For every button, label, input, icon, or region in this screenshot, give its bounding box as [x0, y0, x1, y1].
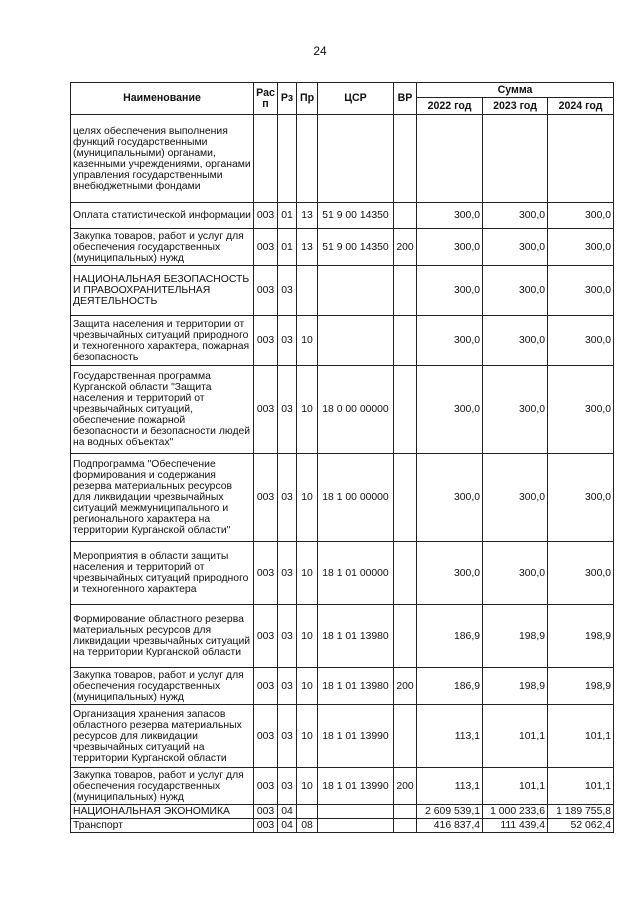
row-csr: 51 9 00 14350 [318, 203, 394, 229]
row-csr: 18 1 01 13990 [318, 768, 394, 805]
row-2022: 113,1 [417, 768, 483, 805]
row-pr: 10 [297, 668, 318, 705]
row-rz: 04 [278, 805, 297, 819]
row-name: Формирование областного резерва материальных ресурсов для ликвидации чрезвычайных ситуаций на территории Курганской области [71, 605, 254, 668]
row-2023: 198,9 [483, 605, 548, 668]
row-name: НАЦИОНАЛЬНАЯ БЕЗОПАСНОСТЬ И ПРАВООХРАНИТЕЛЬНАЯ ДЕЯТЕЛЬНОСТЬ [71, 266, 254, 316]
row-2023: 300,0 [483, 229, 548, 266]
header-rz: Рз [278, 83, 297, 115]
row-pr: 13 [297, 203, 318, 229]
row-2022: 113,1 [417, 705, 483, 768]
table-row [71, 266, 614, 316]
row-pr: 10 [297, 768, 318, 805]
row-name: Закупка товаров, работ и услуг для обеспечения государственных (муниципальных) нужд [71, 768, 254, 805]
row-2024: 300,0 [548, 316, 614, 366]
row-ras: 003 [254, 819, 278, 833]
row-csr: 18 1 00 00000 [318, 454, 394, 542]
row-rz: 03 [278, 705, 297, 768]
table-row [71, 605, 614, 668]
table-row [71, 542, 614, 605]
row-name: Государственная программа Курганской области "Защита населения и территорий от чрезвычайных ситуаций, обеспечение пожарной безопасности и безопасности людей на водных объектах" [71, 366, 254, 454]
row-name: НАЦИОНАЛЬНАЯ ЭКОНОМИКА [71, 805, 254, 819]
row-vr: 200 [394, 768, 417, 805]
row-2024: 101,1 [548, 705, 614, 768]
row-pr: 10 [297, 366, 318, 454]
row-rz: 03 [278, 266, 297, 316]
row-csr: 18 1 01 00000 [318, 542, 394, 605]
row-rz: 03 [278, 668, 297, 705]
row-ras: 003 [254, 542, 278, 605]
row-ras [254, 115, 278, 203]
row-2023: 198,9 [483, 668, 548, 705]
row-vr [394, 705, 417, 768]
row-vr [394, 316, 417, 366]
row-ras: 003 [254, 203, 278, 229]
row-name: Закупка товаров, работ и услуг для обеспечения государственных (муниципальных) нужд [71, 668, 254, 705]
page-number: 24 [313, 44, 327, 58]
budget-table [70, 82, 614, 833]
row-pr: 10 [297, 542, 318, 605]
row-pr: 10 [297, 705, 318, 768]
row-pr: 10 [297, 605, 318, 668]
row-pr [297, 266, 318, 316]
row-pr: 08 [297, 819, 318, 833]
row-vr: 200 [394, 668, 417, 705]
header-name: Наименование [71, 83, 254, 115]
row-ras: 003 [254, 805, 278, 819]
row-2023: 300,0 [483, 366, 548, 454]
row-rz: 01 [278, 203, 297, 229]
row-2023: 300,0 [483, 203, 548, 229]
row-pr: 10 [297, 316, 318, 366]
row-csr: 18 1 01 13990 [318, 705, 394, 768]
table-row [71, 668, 614, 705]
row-csr [318, 805, 394, 819]
table-row [71, 229, 614, 266]
row-2024: 52 062,4 [548, 819, 614, 833]
row-pr: 13 [297, 229, 318, 266]
row-rz: 03 [278, 768, 297, 805]
header-2023: 2023 год [483, 98, 548, 115]
row-ras: 003 [254, 668, 278, 705]
row-vr: 200 [394, 229, 417, 266]
row-2023: 101,1 [483, 705, 548, 768]
row-pr [297, 115, 318, 203]
row-2024: 198,9 [548, 668, 614, 705]
row-csr [318, 115, 394, 203]
row-name: Оплата статистической информации [71, 203, 254, 229]
row-2024 [548, 115, 614, 203]
row-rz: 01 [278, 229, 297, 266]
row-2022 [417, 115, 483, 203]
row-2023: 101,1 [483, 768, 548, 805]
row-ras: 003 [254, 768, 278, 805]
row-2022: 300,0 [417, 203, 483, 229]
row-vr [394, 819, 417, 833]
row-2022: 2 609 539,1 [417, 805, 483, 819]
row-ras: 003 [254, 366, 278, 454]
row-rz: 03 [278, 542, 297, 605]
row-name: Мероприятия в области защиты населения и территорий от чрезвычайных ситуаций природного и техногенного характера [71, 542, 254, 605]
row-2022: 300,0 [417, 366, 483, 454]
row-2024: 198,9 [548, 605, 614, 668]
row-2022: 416 837,4 [417, 819, 483, 833]
row-2024: 300,0 [548, 266, 614, 316]
row-name: Подпрограмма "Обеспечение формирования и содержания резерва материальных ресурсов для ликвидации чрезвычайных ситуаций межмуниципального и регионального характера на территории Курганской области" [71, 454, 254, 542]
row-vr [394, 366, 417, 454]
row-2024: 300,0 [548, 542, 614, 605]
row-csr: 18 0 00 00000 [318, 366, 394, 454]
row-2022: 186,9 [417, 668, 483, 705]
row-ras: 003 [254, 266, 278, 316]
header-2022: 2022 год [417, 98, 483, 115]
row-2024: 1 189 755,8 [548, 805, 614, 819]
row-csr [318, 316, 394, 366]
row-csr [318, 266, 394, 316]
row-2024: 300,0 [548, 454, 614, 542]
row-2022: 186,9 [417, 605, 483, 668]
header-pr: Пр [297, 83, 318, 115]
row-vr [394, 454, 417, 542]
row-rz: 03 [278, 605, 297, 668]
row-vr [394, 805, 417, 819]
row-2024: 300,0 [548, 203, 614, 229]
row-2023: 300,0 [483, 266, 548, 316]
row-2022: 300,0 [417, 316, 483, 366]
header-csr: ЦСР [318, 83, 394, 115]
table-row [71, 805, 614, 819]
row-2024: 300,0 [548, 366, 614, 454]
row-2023: 111 439,4 [483, 819, 548, 833]
row-csr: 18 1 01 13980 [318, 605, 394, 668]
row-ras: 003 [254, 454, 278, 542]
row-2022: 300,0 [417, 454, 483, 542]
header-ras: Рас п [254, 83, 278, 115]
table-row [71, 819, 614, 833]
row-pr [297, 805, 318, 819]
table-row [71, 115, 614, 203]
row-2022: 300,0 [417, 266, 483, 316]
row-2022: 300,0 [417, 229, 483, 266]
table-row [71, 366, 614, 454]
row-ras: 003 [254, 705, 278, 768]
row-name: целях обеспечения выполнения функций государственными (муниципальными) органами, казенными учреждениями, органами управления государственными внебюджетными фондами [71, 115, 254, 203]
table-row [71, 768, 614, 805]
header-vr: ВР [394, 83, 417, 115]
row-rz: 03 [278, 316, 297, 366]
row-rz: 03 [278, 454, 297, 542]
header-sum: Сумма [417, 83, 614, 98]
row-vr [394, 605, 417, 668]
row-ras: 003 [254, 316, 278, 366]
row-2023 [483, 115, 548, 203]
row-2023: 300,0 [483, 454, 548, 542]
table-row [71, 705, 614, 768]
row-csr [318, 819, 394, 833]
row-vr [394, 542, 417, 605]
table-row [71, 203, 614, 229]
row-name: Организация хранения запасов областного резерва материальных ресурсов для ликвидации чрезвычайных ситуаций на территории Курганской области [71, 705, 254, 768]
row-2022: 300,0 [417, 542, 483, 605]
row-ras: 003 [254, 605, 278, 668]
row-name: Защита населения и территории от чрезвычайных ситуаций природного и техногенного характера, пожарная безопасность [71, 316, 254, 366]
row-rz: 03 [278, 366, 297, 454]
row-2024: 101,1 [548, 768, 614, 805]
row-csr: 51 9 00 14350 [318, 229, 394, 266]
row-2023: 300,0 [483, 316, 548, 366]
row-vr [394, 203, 417, 229]
header-2024: 2024 год [548, 98, 614, 115]
row-csr: 18 1 01 13980 [318, 668, 394, 705]
row-pr: 10 [297, 454, 318, 542]
table-row [71, 316, 614, 366]
row-vr [394, 266, 417, 316]
row-name: Транспорт [71, 819, 254, 833]
row-2023: 300,0 [483, 542, 548, 605]
row-rz: 04 [278, 819, 297, 833]
row-2024: 300,0 [548, 229, 614, 266]
row-name: Закупка товаров, работ и услуг для обеспечения государственных (муниципальных) нужд [71, 229, 254, 266]
row-ras: 003 [254, 229, 278, 266]
table-row [71, 454, 614, 542]
row-2023: 1 000 233,6 [483, 805, 548, 819]
row-vr [394, 115, 417, 203]
row-rz [278, 115, 297, 203]
